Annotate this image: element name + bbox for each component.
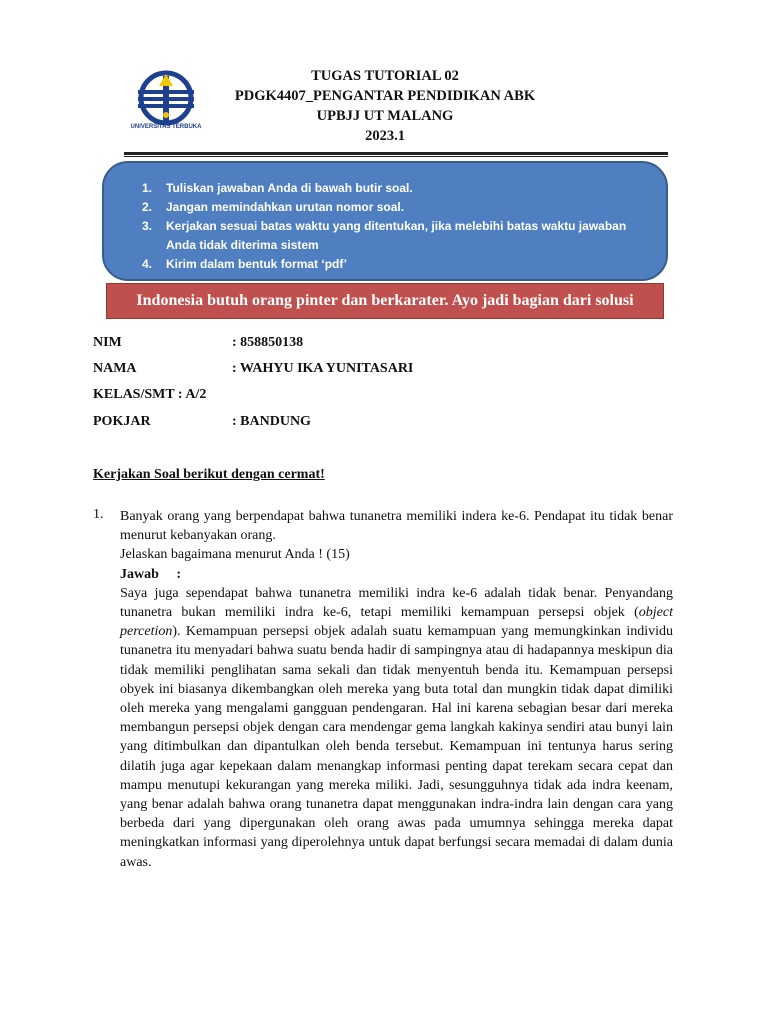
header-divider-thin [124,156,668,157]
nim-value: : 858850138 [232,335,304,350]
pokjar-value: : BANDUNG [232,414,311,429]
task-heading: Kerjakan Soal berikut dengan cermat! [93,467,325,482]
nama-value: : WAHYU IKA YUNITASARI [232,361,414,376]
question-body [120,507,673,872]
answer-part2: ). Kemampuan persepsi objek adalah suatu kemampuan yang memungkinkan individu tunanetra itu menyadari bahwa suatu benda hadir di sampingnya atau di hadapannya meskipun dia tidak memiliki penglihatan sama sekali dan tidak menyentuh benda itu. Kemampuan persepsi obyek ini biasanya dikembangkan oleh mereka yang buta total dan mungkin tidak dapat dimiliki oleh mereka yang mengalami gangguan pendengaran. Hal ini karena sebagian besar dari mereka membangun persepsi objek dengan cara mendengar gema langkah kakinya sendiri atau bunyi lain yang ditimbulkan dan dipantulkan oleh benda tersebut. Kemampuan ini tentunya harus sering dilatih juga agar kepekaan dalam menangkap informasi penting dapat terekam secara cepat dan mampu menutupi kekurangan yang mereka miliki. Jadi, sesungguhnya tidak ada indra keenam, yang benar adalah bahwa orang tunanetra dapat menggunakan indra-indra lain dengan cara yang berbeda dari yang dipergunakan oleh orang awas pada umumnya sehingga mereka dapat meningkatkan informasi yang diperolehnya untuk dapat berfungsi secara memadai di dalam dunia awas. [120,624,673,870]
instruction-item [142,255,652,274]
instruction-number: 3. [142,219,153,233]
question-prompt: Jelaskan bagaimana menurut Anda ! (15) [120,547,350,563]
header-upbjj: UPBJJ UT MALANG [316,108,454,124]
question-number: 1. [93,507,104,522]
question-text: Banyak orang yang berpendapat bahwa tunanetra memiliki indera ke-6. Pendapat itu tidak benar menurut kebanyakan orang. [120,509,673,544]
header-title: TUGAS TUTORIAL 02 [311,68,459,84]
instruction-number: 4. [142,257,153,271]
header-divider [124,152,668,155]
document-header [200,66,570,146]
instruction-text: Kirim dalam bentuk format ‘pdf’ [166,257,347,271]
logo-caption: UNIVERSITAS TERBUKA [130,124,202,130]
instruction-item [142,179,652,198]
nim-label: NIM [93,335,122,350]
answer-text [120,584,673,872]
instruction-item [142,198,652,217]
answer-part1: Saya juga sependapat bahwa tunanetra memiliki indra ke-6 adalah tidak benar. Penyandang tunanetra bukan memiliki indra ke-6, tetapi memiliki kemampuan persepsi objek ( [120,585,673,621]
university-logo-icon [124,70,208,126]
motivation-banner: Indonesia butuh orang pinter dan berkarater. Ayo jadi bagian dari solusi [106,283,664,319]
kelas-label: KELAS/SMT : A/2 [93,387,207,402]
instruction-text: Tuliskan jawaban Anda di bawah butir soal. [166,181,413,195]
answer-label: Jawab : [120,566,182,582]
answer-italic-term: object percetion [120,605,673,640]
header-course: PDGK4407_PENGANTAR PENDIDIKAN ABK [234,88,536,104]
instruction-text: Kerjakan sesuai batas waktu yang ditentukan, jika melebihi batas waktu jawaban Anda tidak diterima sistem [166,219,627,252]
instruction-number: 1. [142,181,153,195]
header-period: 2023.1 [365,128,405,144]
instruction-number: 2. [142,200,153,214]
instruction-text: Jangan memindahkan urutan nomor soal. [166,200,405,214]
pokjar-label: POKJAR [93,414,151,429]
nama-label: NAMA [93,361,137,376]
instructions-list [142,179,652,274]
instructions-box [102,161,668,281]
instruction-item [142,217,652,255]
